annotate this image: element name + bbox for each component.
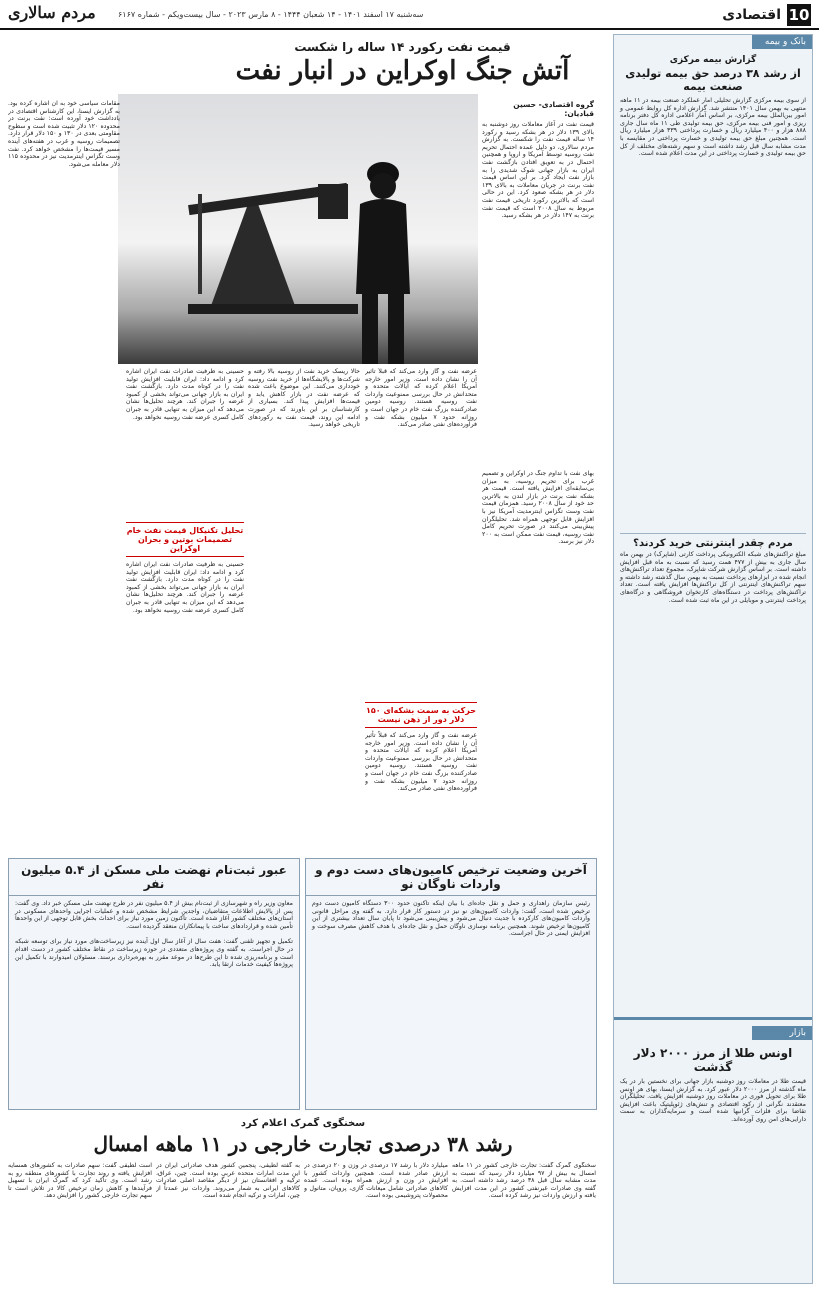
pumpjack-silhouette xyxy=(188,164,358,314)
section-badge xyxy=(722,4,811,26)
sidebar-title: از رشد ۳۸ درصد حق بیمه تولیدی صنعت بیمه xyxy=(625,67,801,93)
sidebar-body-insurance: از سوی بیمه مرکزی گزارش تحلیلی آمار عملکرد صنعت بیمه در ۱۱ ماهه منتهی به بهمن سال ۱۴۰۱ منتشر شد. گزارش اداره کل روابط عمومی و امور بین‌الملل بیمه مرکزی، بر اساس آمار اعلامی اداره کل دفتر برنامه ریزی و امور فنی بیمه مرکزی، حق بیمه تولیدی طی ۱۱ ماه سال جاری ۸۸۸ هزار و ۴۰۰ میلیارد ریال و خسارت پرداختی ۳۳۹ هزار میلیارد ریال است. همچنین مبلغ حق بیمه تولیدی و خسارت پرداختی در مقایسه با مدت مشابه سال قبل رشد داشته است و سهم رشته‌های مختلف از کل حق بیمه تولیدی و خسارت پرداختی در این مدت اعلام شده است. xyxy=(620,97,807,158)
housing-body-2: تکمیل و تجهیز تلفنی گفت: هفت سال از آغاز سال اول آینده نیز زیرساخت‌های مورد نیاز برای توسعه شبکه در حال اجراست. به گفته وی پروژه‌های متعددی در حوزه زیرساخت در نقاط مختلف کشور در دست اقدام است و برنامه‌ریزی شده تا این طرح‌ها در موعد مقرر به بهره‌برداری برسند. مسئولان امیدوارند با تکمیل این پروژه‌ها کیفیت خدمات ارتقا یابد. xyxy=(15,938,293,969)
main-body-d: حالا ریسک خرید نفت از روسیه بالا رفته و شرکت‌ها و پالایشگاه‌ها از خرید نفت روسیه خودداری می‌کنند. این موضوع باعث شده که عرضه نفت در بازار کاهش یابد و قیمت‌ها افزایش پیدا کند. بسیاری از کارشناسان بر این باورند که در صورت ادامه این روند، قیمت نفت به رکوردهای تاریخی خواهد رسید. xyxy=(248,368,360,429)
pull-quote-2: تحلیل تکنیکال قیمت نفت خام تصمیمات بوتین و بحران اوکراین xyxy=(126,522,244,557)
main-column-1 xyxy=(482,100,594,470)
byline: گروه اقتصادی- حسین قبادیان: xyxy=(513,100,594,118)
newspaper-brand: مردم سالاری xyxy=(8,3,96,22)
customs-headline: رشد ۳۸ درصدی تجارت خارجی در ۱۱ ماهه امسال xyxy=(93,1132,513,1156)
customs-body-1: سخنگوی گمرک گفت: تجارت خارجی کشور در ۱۱ ماهه امسال به بیش از ۹۷ میلیارد دلار رسید که نسبت به مدت مشابه سال قبل ۳۸ درصد رشد داشته است. به گفته وی صادرات غیرنفتی کشور در این مدت افزایش یافته و ارزش واردات نیز رشد کرده است. xyxy=(452,1162,596,1200)
main-column-5 xyxy=(8,100,120,850)
sidebar-kicker: گزارش بیمه مرکزی xyxy=(669,55,757,65)
trucks-body: رئیس سازمان راهداری و حمل و نقل جاده‌ای با بیان اینکه تاکنون حدود ۳۰۰ دستگاه کامیون دست دوم ترخیص شده است، گفت: واردات کامیون‌های نو نیز در دستور کار قرار دارد. به گفته وی مراحل قانونی واردات کامیون‌های کارکرده با جدیت دنبال می‌شود و پیش‌بینی می‌شود تا پایان سال تعداد بیشتری از این کامیون‌ها ترخیص شوند. همچنین برنامه نوسازی ناوگان حمل و نقل جاده‌ای با هدف کاهش مصرف سوخت و افزایش ایمنی در حال اجراست. xyxy=(312,900,590,938)
main-column-1b xyxy=(482,470,594,850)
main-body-e2: حسینی به ظرفیت صادرات نفت ایران اشاره کرد و ادامه داد: ایران قابلیت افزایش تولید نفت را در کوتاه مدت دارد. بازگشت نفت ایران به بازار جهانی می‌تواند بخشی از کمبود عرضه را جبران کند. هرچند تحلیل‌ها نشان می‌دهد که این میزان به تنهایی قادر به جبران کامل کسری عرضه نفت روسیه نخواهد بود. xyxy=(126,561,244,614)
main-body-a: قیمت نفت در آغاز معاملات روز دوشنبه به بالای ۱۳۹ دلار در هر بشکه رسید و رکورد ۱۴ ساله قیمت نفت را شکست. به گزارش مردم سالاری، دو دلیل عمده احتمال تحریم نفت روسیه توسط آمریکا و اروپا و همچنین احتمال در به تعویق افتادن بازگشت نفت ایران به بازار جهانی شوک شدیدی را به بازار نفت ایجاد کرد. بر این اساس قیمت نفت برنت در جریان معاملات به بالای ۱۳۹ دلار در هر بشکه صعود کرد. این در حالی است که بالاترین رکورد تاریخی قیمت نفت مربوط به سال ۲۰۰۸ است که قیمت نفت برنت به ۱۴۷ دلار در هر بشکه رسید. xyxy=(482,121,594,220)
main-body-b: بهای نفت با تداوم جنگ در اوکراین و تصمیم غرب برای تحریم روسیه، به میزان بی‌سابقه‌ای افزایش یافته است. قیمت هر بشکه نفت برنت در بازار لندن به بالاترین حد خود از سال ۲۰۰۸ رسید. همزمان قیمت نفت وست تگزاس اینترمدیت آمریکا نیز با افزایش قابل توجهی همراه شد. تحلیلگران پیش‌بینی می‌کنند در صورت تحریم کامل نفت روسیه، قیمت نفت ممکن است به ۲۰۰ دلار نیز برسد. xyxy=(482,470,594,546)
trucks-title: آخرین وضعیت ترخیص کامیون‌های دست دوم و واردات ناوگان نو xyxy=(306,859,596,896)
customs-col-2 xyxy=(304,1162,448,1282)
right-sidebar xyxy=(613,34,813,1284)
customs-col-3 xyxy=(156,1162,300,1282)
main-kicker: قیمت نفت رکورد ۱۴ ساله را شکست xyxy=(294,40,511,54)
trucks-box xyxy=(305,858,597,1110)
page-number: 10 xyxy=(788,6,810,24)
customs-col-1 xyxy=(452,1162,596,1282)
section-name: اقتصادی xyxy=(722,7,781,23)
customs-body-4: است لطیفی گفت: سهم صادرات به کشورهای همسایه افزایش یافته و روند تجارت با کشورهای منطقه رو به رشد است. وی تأکید کرد که گمرک ایران با تسهیل فرآیندها و کاهش زمان ترخیص کالا در تلاش است تا سهم تجارت خارجی کشور را افزایش دهد. xyxy=(8,1162,152,1200)
main-column-4 xyxy=(126,368,244,848)
pull-quote: حرکت به سمت بشکه‌ای ۱۵۰ دلار دور از ذهن نیست xyxy=(365,702,477,728)
sidebar-tag-market: بازار xyxy=(752,1026,812,1040)
sidebar-tag: بانک و بیمه xyxy=(752,35,812,49)
sidebar-body-shaparak: مبلغ تراکنش‌های شبکه الکترونیکی پرداخت کارتی (شاپرک) در بهمن ماه سال جاری به بیش از ۴۷۷ همت رسید که نسبت به ماه قبل افزایش داشته است. بر اساس گزارش شرکت شاپرک، مجموع تعداد تراکنش‌های انجام شده در ابزارهای پرداخت نسبت به بهمن سال گذشته رشد داشته و سهم تراکنش‌های اینترنتی از کل تراکنش‌ها افزایش یافته است. تعداد تراکنش‌های پرداخت در دستگاه‌های کارتخوان فروشگاهی و درگاه‌های پرداخت اینترنتی و موبایلی در این ماه ثبت شده است. xyxy=(620,551,806,604)
sidebar-gold-title: اونس طلا از مرز ۲۰۰۰ دلار گذشت xyxy=(633,1046,793,1074)
housing-body: معاون وزیر راه و شهرسازی از ثبت‌نام بیش از ۵.۴ میلیون نفر در طرح نهضت ملی مسکن خبر داد. وی گفت: پس از پالایش اطلاعات متقاضیان، واجدین شرایط مشخص شده و عملیات اجرایی واحدهای مسکونی در استان‌های مختلف کشور آغاز شده است. تاکنون زمین مورد نیاز برای احداث بخش قابل توجهی از این واحدها تأمین شده و قراردادهای ساخت با پیمانکاران منعقد گردیده است. xyxy=(15,900,293,930)
main-body-f: مقامات سیاسی خود به آن اشاره کرده بود. به گزارش ایسنا، این کارشناس اقتصادی در یادداشت خود آورده است: نفت برنت در محدوده ۱۲۰ دلار تثبیت شده است و سطوح مقاومتی بعدی در ۱۳۰ و ۱۵۰ دلار قرار دارد. تصمیمات روسیه و غرب در هفته‌های آینده مسیر قیمت‌ها را مشخص خواهد کرد. نفت وست تگزاس اینترمدیت نیز در محدوده ۱۱۵ دلار معامله می‌شود. xyxy=(8,100,120,168)
main-body-c: عرضه نفت و گاز وارد می‌کند که قبلاً تأثیر آن را نشان داده است. وزیر امور خارجه آمریکا اعلام کرده که ایالات متحده و متحدانش در حال بررسی ممنوعیت واردات نفت روسیه هستند. روسیه دومین صادرکننده بزرگ نفت خام در جهان است و روزانه حدود ۷ میلیون بشکه نفت و فرآورده‌های نفتی صادر می‌کند. xyxy=(365,368,477,429)
main-body-e: حسینی به ظرفیت صادرات نفت ایران اشاره کرد و ادامه داد: ایران قابلیت افزایش تولید نفت را در کوتاه مدت دارد. بازگشت نفت ایران به بازار جهانی می‌تواند بخشی از کمبود عرضه را جبران کند. هرچند تحلیل‌ها نشان می‌دهد که این میزان به تنهایی قادر به جبران کامل کسری عرضه نفت روسیه نخواهد بود. xyxy=(126,368,244,421)
main-column-2 xyxy=(365,368,477,848)
main-column-3 xyxy=(248,368,360,848)
customs-kicker: سخنگوی گمرک اعلام کرد xyxy=(240,1118,366,1129)
worker-silhouette xyxy=(348,154,418,364)
customs-body-2: میلیارد دلار با رشد ۱۷ درصدی در وزن و ۲۰ درصدی در ارزش صادر شده است. همچنین واردات کشور با افزایش در وزن و ارزش همراه بوده است. عمده کالاهای صادراتی شامل میعانات گازی، پروپان، متانول و محصولات پتروشیمی بوده است. xyxy=(304,1162,448,1200)
page-header xyxy=(0,0,819,30)
housing-box xyxy=(8,858,300,1110)
sidebar-body-gold: قیمت طلا در معاملات روز دوشنبه بازار جهانی برای نخستین بار در یک ماه گذشته از مرز ۲۰۰۰ دلار عبور کرد. به گزارش ایسنا، بهای هر اونس طلا برای تحویل فوری در معاملات روز دوشنبه افزایش یافت. تحلیلگران معتقدند نگرانی از رکود اقتصادی و تنش‌های ژئوپلیتیک باعث افزایش تقاضا برای فلزات گرانبها شده است و سرمایه‌گذاران به سمت دارایی‌های امن روی آورده‌اند. xyxy=(620,1078,807,1123)
sidebar-divider xyxy=(614,1017,812,1020)
customs-col-4 xyxy=(8,1162,152,1282)
customs-body-3: به گفته لطیفی، پنجمین کشور هدف صادراتی ایران در این مدت امارات متحده عربی بوده است. چین، عراق، ترکیه و افغانستان نیز از دیگر مقاصد اصلی صادرات کالاهای ایرانی به شمار می‌روند. واردات نیز عمدتاً از چین، امارات و ترکیه انجام شده است. xyxy=(156,1162,300,1200)
housing-title: عبور ثبت‌نام نهضت ملی مسکن از ۵.۴ میلیون نفر xyxy=(9,859,299,896)
main-headline: آتش جنگ اوکراین در انبار نفت xyxy=(235,56,570,86)
oil-field-photo xyxy=(118,94,478,364)
dateline: سه‌شنبه ۱۷ اسفند ۱۴۰۱ - ۱۴ شعبان ۱۴۴۴ - ۸ مارس ۲۰۲۳ - سال بیست‌ویکم - شماره ۶۱۶۷ xyxy=(118,10,424,19)
sidebar-subheading: مردم چقدر اینترنتی خرید کردند؟ xyxy=(620,533,806,549)
main-body-c2: عرضه نفت و گاز وارد می‌کند که قبلاً تأثیر آن را نشان داده است. وزیر امور خارجه آمریکا اعلام کرده که ایالات متحده و متحدانش در حال بررسی ممنوعیت واردات نفت روسیه هستند. روسیه دومین صادرکننده بزرگ نفت خام در جهان است و روزانه حدود ۷ میلیون بشکه نفت و فرآورده‌های نفتی صادر می‌کند. xyxy=(365,732,477,793)
